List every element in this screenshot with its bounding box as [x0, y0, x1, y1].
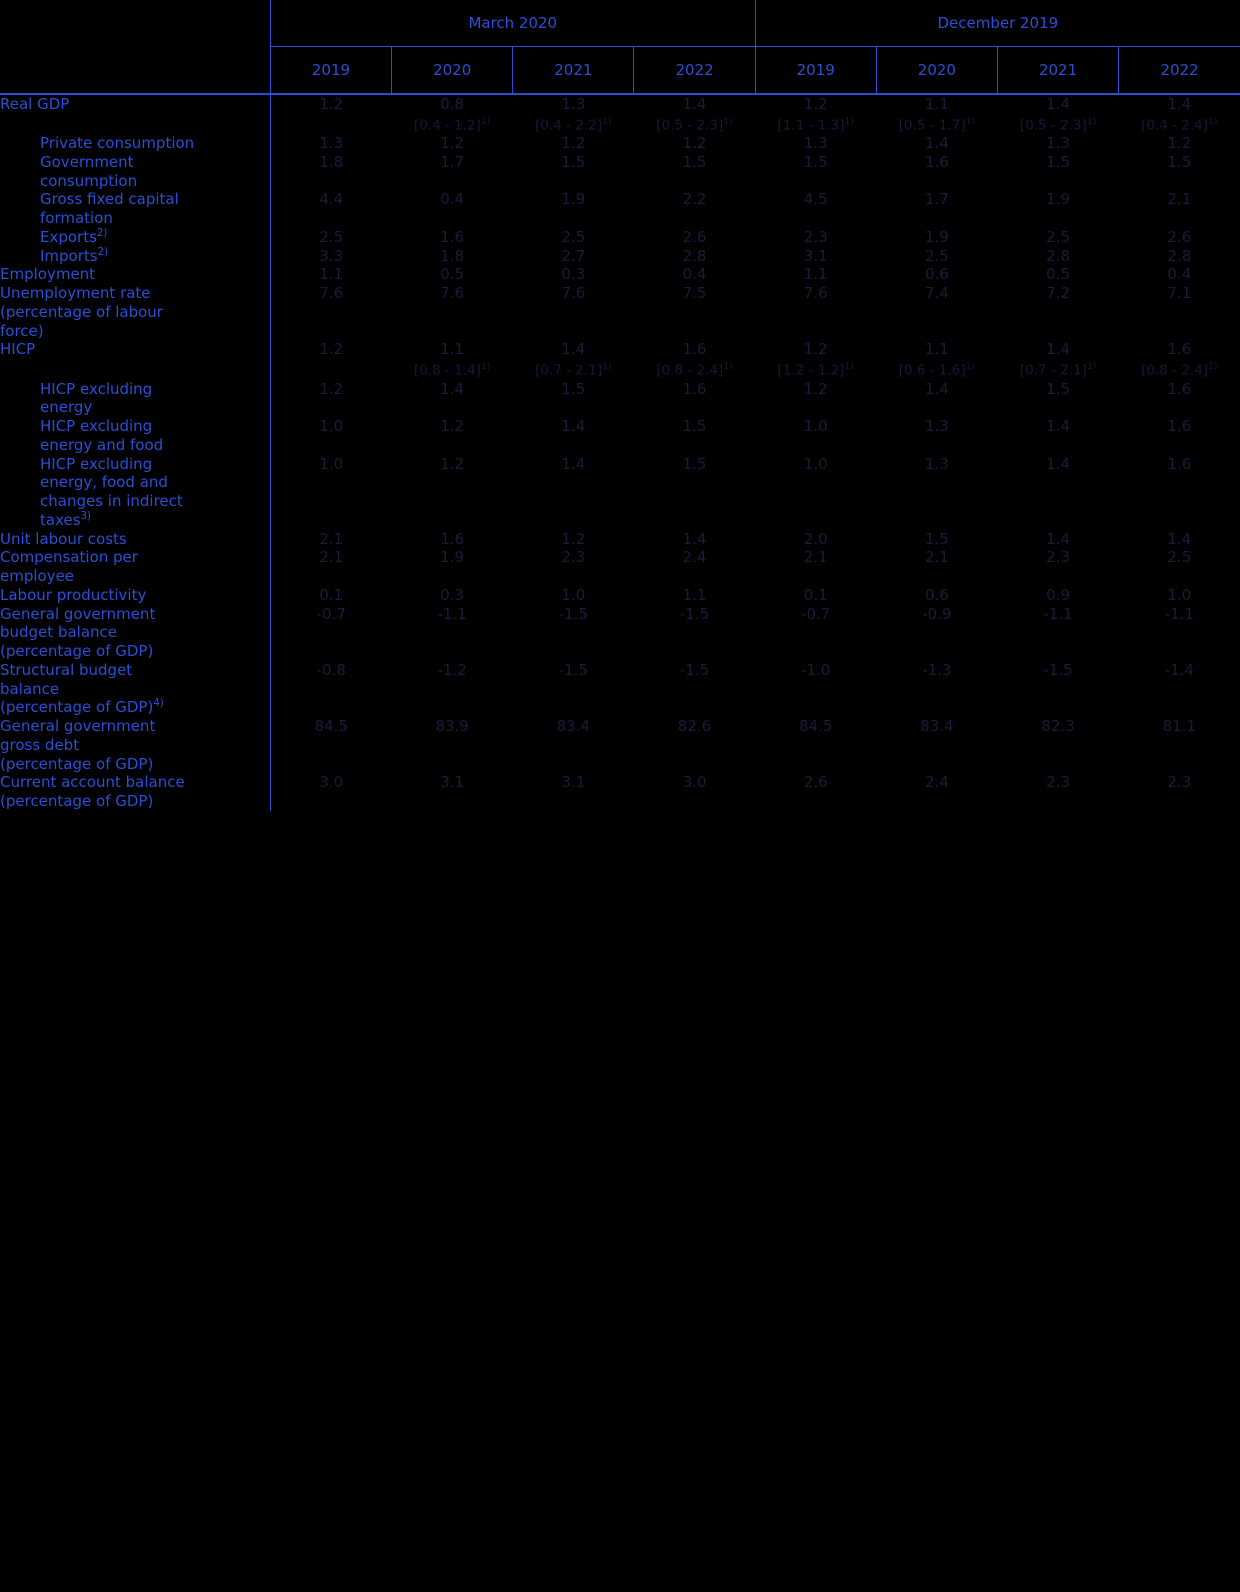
cell-value: 1.7	[924, 190, 949, 209]
header-group-december-2019: December 2019	[755, 0, 1240, 47]
table-row	[0, 380, 1240, 418]
table-row	[0, 530, 1240, 549]
cell-value: 1.4	[1167, 529, 1192, 548]
cell-value: 1.4	[924, 134, 949, 153]
cell-value: 1.5	[924, 529, 949, 548]
cell-value: -0.7	[801, 604, 831, 623]
cell-value: 2.5	[1167, 548, 1192, 567]
row-label: Structural budget balance (percentage of GDP)$^{4)}$	[0, 661, 270, 717]
cell-value: 0.5	[1046, 265, 1070, 284]
cell-value: 1.6	[440, 227, 465, 246]
cell-value: -1.0	[801, 660, 831, 679]
cell-value: 1.4	[561, 417, 586, 435]
cell-value: 1.7	[440, 152, 465, 171]
cell-value: 2.3	[1167, 773, 1192, 792]
cell-value: 1.0	[319, 454, 344, 473]
cell-value: 1.6	[1167, 340, 1192, 359]
cell-value: 0.1	[803, 585, 828, 604]
cell-value: 3.3	[319, 246, 344, 265]
cell-value: -1.1	[1164, 604, 1194, 623]
cell-value: -1.3	[922, 660, 952, 679]
cell-value: 1.2	[440, 417, 465, 435]
cell-value: 7.6	[561, 284, 586, 303]
cell-value: 2.8	[1046, 246, 1070, 265]
cell-value: 2.6	[803, 773, 828, 792]
cell-value: 2.1	[803, 548, 828, 567]
cell-value: 1.1	[803, 265, 828, 284]
cell-value: 1.9	[561, 190, 586, 209]
cell-value: 1.5	[561, 152, 586, 171]
cell-value: 1.6	[440, 529, 465, 548]
table-row	[0, 94, 1240, 114]
cell-value: 0.4	[1167, 265, 1192, 284]
cell-value: 1.8	[319, 152, 344, 171]
cell-value: 0.3	[440, 585, 465, 604]
cell-value: 1.2	[440, 134, 465, 153]
header-corner-blank	[0, 0, 270, 47]
cell-value: 2.1	[1167, 190, 1192, 209]
cell-value: 1.6	[682, 379, 707, 398]
cell-value: 1.3	[561, 95, 586, 113]
cell-value: 1.9	[1046, 190, 1070, 209]
cell-value: -0.7	[316, 604, 346, 623]
header-year-d2019: 2019	[755, 47, 876, 95]
row-label: Imports$^{2)}$	[0, 247, 270, 266]
cell-value: 7.2	[1046, 284, 1070, 303]
cell-range: [0.4 - 1.2]$^{1)}$	[413, 115, 491, 134]
cell-range: [0.7 - 2.1]$^{1)}$	[535, 361, 612, 379]
row-label: Current account balance (percentage of GDP)	[0, 773, 270, 811]
cell-value: -1.5	[679, 604, 710, 623]
cell-value: 2.6	[682, 227, 707, 246]
row-label: Government consumption	[0, 153, 270, 191]
cell-value: 1.2	[803, 379, 828, 398]
row-label-range-blank	[0, 114, 270, 134]
cell-value: 2.8	[1167, 246, 1192, 265]
cell-value: 1.3	[1046, 134, 1070, 153]
row-label-range-blank	[0, 359, 270, 379]
cell-value: 2.5	[1046, 227, 1070, 246]
row-label: Gross fixed capital formation	[0, 190, 270, 228]
row-label: HICP excluding energy, food and changes in indirect taxes$^{3)}$	[0, 455, 270, 530]
row-label: Private consumption	[0, 134, 270, 153]
row-label: Employment	[0, 265, 270, 284]
cell-value: 2.3	[803, 227, 828, 246]
header-year-d2020: 2020	[876, 47, 997, 95]
cell-range: [0.5 - 2.3]$^{1)}$	[656, 115, 733, 134]
header-year-m2021: 2021	[513, 47, 634, 95]
cell-value: 0.1	[319, 585, 344, 604]
cell-value: 1.1	[319, 265, 344, 284]
cell-value: 2.2	[682, 190, 707, 209]
cell-value: 0.4	[440, 190, 465, 209]
cell-value: 1.0	[803, 417, 828, 435]
cell-value: 1.3	[803, 134, 828, 153]
row-label: Real GDP	[0, 94, 270, 114]
cell-range: [1.1 - 1.3]$^{1)}$	[777, 115, 854, 134]
row-label: HICP excluding energy	[0, 380, 270, 418]
cell-range: [0.5 - 2.3]$^{1)}$	[1019, 115, 1097, 134]
cell-value: 2.3	[1046, 773, 1070, 792]
cell-value: 1.2	[440, 454, 465, 473]
table-header	[0, 0, 1240, 94]
row-label: Unemployment rate (percentage of labour force)	[0, 284, 270, 340]
table-row	[0, 153, 1240, 191]
cell-value: -1.5	[1043, 660, 1073, 679]
cell-value: 1.1	[440, 340, 465, 359]
cell-value: 83.4	[920, 717, 954, 735]
cell-range	[270, 359, 391, 379]
cell-value: 1.5	[1046, 379, 1070, 398]
table-row	[0, 717, 1240, 773]
table-row	[0, 247, 1240, 266]
cell-value: 2.7	[561, 246, 586, 265]
cell-value: 84.5	[314, 717, 348, 735]
header-year-m2019: 2019	[270, 47, 391, 95]
table-row	[0, 284, 1240, 340]
cell-value: 1.6	[1167, 454, 1192, 473]
cell-value: 1.2	[319, 379, 344, 398]
table-row-range	[0, 114, 1240, 134]
cell-value: -0.9	[922, 604, 952, 623]
cell-value: 0.6	[924, 265, 949, 284]
cell-value: -1.4	[1164, 660, 1194, 679]
cell-range: [0.7 - 2.1]$^{1)}$	[1019, 361, 1097, 379]
cell-value: 0.4	[682, 265, 707, 284]
cell-value: 7.6	[440, 284, 465, 303]
cell-value: 1.3	[319, 134, 344, 153]
cell-value: 4.4	[319, 190, 344, 209]
cell-value: 2.1	[924, 548, 949, 567]
header-year-m2020: 2020	[392, 47, 513, 95]
cell-value: 1.1	[682, 585, 707, 604]
cell-value: 7.1	[1167, 284, 1192, 303]
cell-value: 1.1	[924, 95, 949, 113]
cell-value: 1.4	[924, 379, 949, 398]
table-row	[0, 265, 1240, 284]
cell-value: 0.3	[561, 265, 586, 284]
cell-range: [0.4 - 2.4]$^{1)}$	[1141, 115, 1218, 134]
cell-value: 1.0	[803, 454, 828, 473]
cell-value: 81.1	[1162, 717, 1197, 735]
row-label: Exports$^{2)}$	[0, 228, 270, 247]
table-row	[0, 661, 1240, 717]
cell-value: 2.5	[561, 227, 586, 246]
header-group-row	[0, 0, 1240, 47]
cell-value: 1.5	[803, 152, 828, 171]
table-row	[0, 773, 1240, 811]
cell-value: 1.2	[561, 134, 586, 153]
cell-value: 1.4	[561, 454, 586, 473]
cell-value: 1.4	[561, 340, 586, 359]
row-label: General government budget balance (percentage of GDP)	[0, 605, 270, 661]
header-group-march-2020: March 2020	[270, 0, 755, 47]
cell-value: 1.6	[1167, 417, 1192, 435]
cell-value: 1.0	[561, 585, 586, 604]
table-row	[0, 228, 1240, 247]
cell-value: 3.1	[440, 773, 465, 792]
cell-value: 7.5	[682, 284, 707, 303]
cell-value: 4.5	[803, 190, 828, 209]
header-year-d2021: 2021	[997, 47, 1118, 95]
cell-value: 1.4	[682, 529, 707, 548]
cell-value: 1.2	[319, 95, 344, 113]
cell-value: 84.5	[799, 717, 833, 735]
cell-value: 1.5	[682, 152, 707, 171]
cell-value: 1.5	[1167, 152, 1192, 171]
cell-value: 2.5	[319, 227, 344, 246]
cell-value: 1.2	[803, 340, 828, 359]
cell-value: 82.3	[1041, 717, 1075, 735]
cell-value: 2.3	[561, 548, 586, 567]
cell-value: -1.2	[437, 660, 467, 679]
cell-range	[270, 114, 391, 134]
cell-value: 0.6	[924, 585, 949, 604]
row-label: Labour productivity	[0, 586, 270, 605]
cell-value: 2.4	[682, 548, 707, 567]
cell-value: 1.5	[561, 379, 586, 398]
cell-value: 1.9	[924, 227, 949, 246]
table-row-range	[0, 359, 1240, 379]
cell-value: 1.2	[1167, 134, 1192, 153]
table-row	[0, 548, 1240, 586]
cell-value: 1.4	[440, 379, 465, 398]
cell-value: 0.8	[440, 95, 465, 113]
cell-value: 1.6	[682, 340, 707, 359]
cell-value: 1.4	[682, 95, 707, 113]
cell-value: 83.4	[556, 717, 591, 735]
table-row	[0, 190, 1240, 228]
cell-value: 1.2	[803, 95, 828, 113]
cell-value: 2.3	[1046, 548, 1070, 567]
row-label: Unit labour costs	[0, 530, 270, 549]
cell-value: 0.5	[440, 265, 465, 284]
cell-value: 7.6	[803, 284, 828, 303]
cell-value: 1.2	[319, 340, 344, 359]
cell-value: 1.6	[924, 152, 949, 171]
cell-range: [0.8 - 2.4]$^{1)}$	[1141, 361, 1218, 379]
cell-value: 1.1	[924, 340, 949, 359]
cell-value: 1.9	[440, 548, 465, 567]
cell-range: [0.8 - 1.4]$^{1)}$	[413, 361, 491, 379]
cell-value: 1.2	[561, 529, 586, 548]
header-year-d2022: 2022	[1119, 47, 1240, 95]
header-year-row	[0, 47, 1240, 95]
table-row	[0, 586, 1240, 605]
cell-value: 3.0	[682, 773, 707, 792]
cell-value: 2.5	[924, 246, 949, 265]
cell-value: 1.8	[440, 246, 465, 265]
cell-value: -1.5	[558, 660, 588, 679]
cell-value: 3.1	[561, 773, 586, 792]
cell-range: [0.8 - 2.4]$^{1)}$	[656, 361, 733, 379]
cell-value: 1.4	[1046, 529, 1070, 548]
cell-value: 1.5	[1046, 152, 1070, 171]
cell-value: 1.0	[1167, 585, 1192, 604]
row-label: General government gross debt (percentage of GDP)	[0, 717, 270, 773]
cell-value: 7.6	[319, 284, 344, 303]
cell-value: 1.5	[682, 417, 707, 435]
cell-value: 1.3	[924, 417, 949, 435]
cell-range: [0.5 - 1.7]$^{1)}$	[898, 115, 976, 134]
cell-value: 83.9	[435, 717, 469, 735]
table-row	[0, 134, 1240, 153]
table-row	[0, 605, 1240, 661]
cell-value: 82.6	[677, 717, 712, 735]
cell-value: -0.8	[316, 660, 346, 679]
cell-range: [1.2 - 1.2]$^{1)}$	[777, 361, 854, 379]
cell-range: [0.6 - 1.6]$^{1)}$	[898, 361, 976, 379]
cell-value: -1.5	[679, 660, 710, 679]
cell-value: 2.0	[803, 529, 828, 548]
cell-value: -1.1	[1043, 604, 1073, 623]
table-row	[0, 455, 1240, 530]
cell-value: 2.8	[682, 246, 707, 265]
cell-value: 1.4	[1046, 95, 1070, 113]
cell-value: 2.1	[319, 548, 344, 567]
cell-value: -1.1	[437, 604, 467, 623]
cell-value: -1.5	[558, 604, 588, 623]
cell-value: 1.4	[1046, 417, 1070, 435]
cell-value: 2.6	[1167, 227, 1192, 246]
cell-value: 1.3	[924, 454, 949, 473]
table-row	[0, 417, 1240, 455]
cell-range: [0.4 - 2.2]$^{1)}$	[535, 115, 612, 134]
row-label: Compensation per employee	[0, 548, 270, 586]
header-year-m2022: 2022	[634, 47, 755, 95]
header-year-blank	[0, 47, 270, 95]
cell-value: 1.6	[1167, 379, 1192, 398]
cell-value: 1.0	[319, 417, 344, 435]
row-label: HICP	[0, 340, 270, 359]
cell-value: 1.4	[1046, 454, 1070, 473]
cell-value: 3.0	[319, 773, 344, 792]
cell-value: 1.4	[1167, 95, 1192, 113]
table-row	[0, 340, 1240, 359]
cell-value: 1.2	[682, 134, 707, 153]
cell-value: 2.4	[924, 773, 949, 792]
cell-value: 3.1	[803, 246, 828, 265]
cell-value: 1.5	[682, 454, 707, 473]
row-label: HICP excluding energy and food	[0, 417, 270, 455]
cell-value: 0.9	[1046, 585, 1070, 604]
cell-value: 1.4	[1046, 340, 1070, 359]
table-body	[0, 94, 1240, 811]
cell-value: 7.4	[924, 284, 949, 303]
cell-value: 2.1	[319, 529, 344, 548]
